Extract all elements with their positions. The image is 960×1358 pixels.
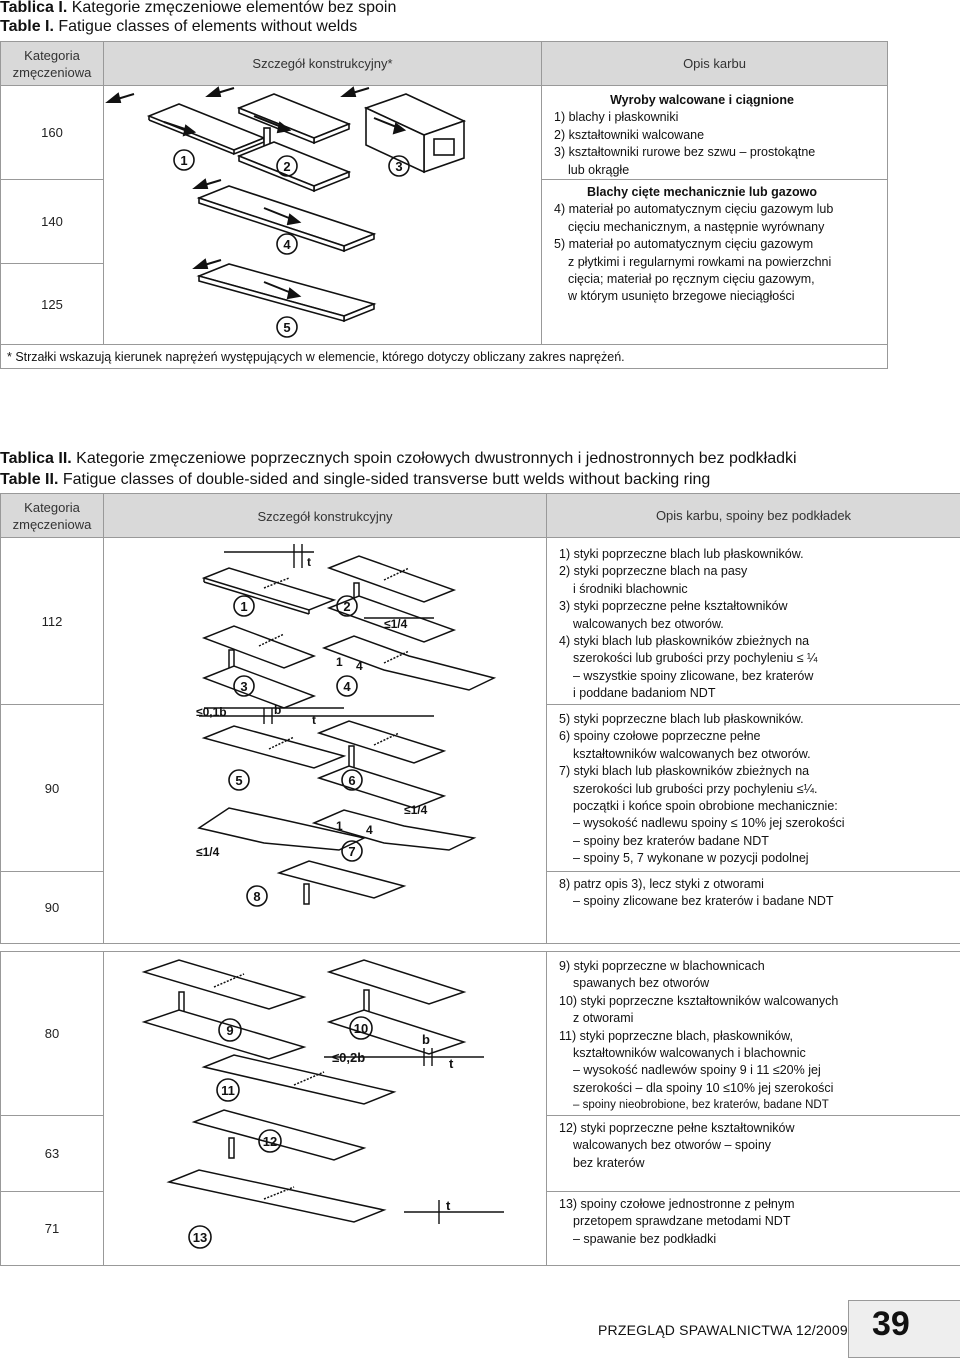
t2-label-11: 11 xyxy=(221,1083,235,1098)
t2-label-5: 5 xyxy=(235,773,242,788)
sketch-label-1: 1 xyxy=(180,153,187,168)
t2-label-13: 13 xyxy=(193,1230,207,1245)
table2-category-90a: 90 xyxy=(1,705,104,872)
table2-caption-en: Table II. Fatigue classes of double-sided and single-sided transverse butt welds without backing ring xyxy=(0,470,710,490)
t2-label-3: 3 xyxy=(240,679,247,694)
table2-category-90b: 90 xyxy=(1,872,104,944)
table2-desc-90b: 8) patrz opis 3), lecz styki z otworami – spoiny zlicowane bez kraterów i badane NDT xyxy=(547,872,960,944)
table2-desc-80: 9) styki poprzeczne w blachownicach spawanych bez otworów 10) styki poprzeczne kształtowników walcowanych z otworami 11) styki poprzeczne blach, płaskowników, kształtowników walcowanych i blachownic – wysokość nadlewów spoiny 9 i 11 ≤20% jej szerokości – dla spoiny 10 ≤10% jej szerokości – spoiny nieobrobione, bez kraterów, badane NDT xyxy=(547,952,960,1116)
table2-category-63: 63 xyxy=(1,1116,104,1192)
t2-dim-7: ≤1/4 xyxy=(404,803,428,817)
weld-ibeam-2 xyxy=(329,556,454,602)
table2-desc-112: 1) styki poprzeczne blach lub płaskowników. 2) styki poprzeczne blach na pasy i środniki blachownic 3) styki poprzeczne pełne kształtowników walcowanych bez otworów. 4) styki blach lub płaskowników zbieżnych na szerokości lub grubości przy pochyleniu ≤ ¼ – wszystkie spoiny zlicowane, bez kraterów i poddane badaniom NDT xyxy=(547,538,960,705)
table1-header-category: Kategoria zmęczeniowa xyxy=(1,42,104,86)
plate-sketch-5 xyxy=(199,264,374,321)
weld-plate-1 xyxy=(204,568,334,610)
table1-caption-en: Table I. Fatigue classes of elements without welds xyxy=(0,17,357,37)
t2-label-10: 10 xyxy=(354,1021,368,1036)
t2-dim-6: t xyxy=(312,713,316,727)
table1-category-160: 160 xyxy=(1,86,104,180)
t2-dim-13: t xyxy=(449,1056,454,1071)
t2-dim-14: t xyxy=(446,1198,451,1213)
t2-dim-4: ≤0,1b xyxy=(196,705,227,719)
table1-category-140: 140 xyxy=(1,180,104,264)
table2-sketches-upper xyxy=(104,538,545,942)
table2-category-71: 71 xyxy=(1,1192,104,1266)
t2-dim-8: ≤1/4 xyxy=(196,845,220,859)
page-number: 39 xyxy=(872,1305,910,1344)
t2-label-12: 12 xyxy=(263,1134,277,1149)
t2-label-9: 9 xyxy=(226,1023,233,1038)
table2-category-80: 80 xyxy=(1,952,104,1116)
weld-ibeam-9 xyxy=(144,960,304,1009)
t2-dim-10: 4 xyxy=(366,823,373,837)
t2-dim-9: 1 xyxy=(336,819,343,833)
t2-dim-5: b xyxy=(274,703,281,717)
weld-ibeam-10 xyxy=(329,960,464,1004)
table2-sketches-lower xyxy=(104,952,545,1262)
table1-caption-pl: Tablica I. Kategorie zmęczeniowe elementów bez spoin xyxy=(0,0,396,18)
weld-ibeam-3 xyxy=(204,626,314,668)
t2-label-6: 6 xyxy=(348,773,355,788)
table2-desc-71: 13) spoiny czołowe jednostronne z pełnym przetopem sprawdzane metodami NDT – spawanie bez podkładki xyxy=(547,1192,960,1266)
t2-dim-0: t xyxy=(307,555,311,569)
table1-header-detail: Szczegół konstrukcyjny* xyxy=(104,42,542,86)
table1-footnote: * Strzałki wskazują kierunek naprężeń występujących w elemencie, którego dotyczy obliczany zakres naprężeń. xyxy=(1,345,888,369)
sketch-label-5: 5 xyxy=(283,320,290,335)
journal-name: PRZEGLĄD SPAWALNICTWA 12/2009 xyxy=(598,1322,848,1338)
weld-plate-13 xyxy=(169,1170,384,1222)
table1-desc-block2: Blachy cięte mechanicznie lub gazowo 4) materiał po automatycznym cięciu gazowym lub cięciu mechanicznym, a następnie wyrównany 5) materiał po automatycznym cięciu gazowym z płytkimi i regularnymi rowkami na powierzchni cięcia; materiał po ręcznym cięciu gazowym, w którym usunięto brzegowe nieciągłości xyxy=(542,180,888,345)
table2-header-category: Kategoria zmęczeniowa xyxy=(1,494,104,538)
t2-label-1: 1 xyxy=(240,599,247,614)
t2-dim-3: 4 xyxy=(356,659,363,673)
table1-category-125: 125 xyxy=(1,264,104,345)
t2-label-2: 2 xyxy=(343,599,350,614)
table2-header-notch: Opis karbu, spoiny bez podkładek xyxy=(547,494,960,538)
sketch-label-4: 4 xyxy=(283,237,291,252)
sketch-label-3: 3 xyxy=(395,159,402,174)
t2-dim-1: ≤1/4 xyxy=(384,617,408,631)
table1-header-notch: Opis karbu xyxy=(542,42,888,86)
box-sketch-3 xyxy=(366,94,464,172)
weld-ibeam-8 xyxy=(279,861,404,898)
table2-caption-pl: Tablica II. Kategorie zmęczeniowe poprzecznych spoin czołowych dwustronnych i jednostronnych bez podkładki xyxy=(0,449,797,469)
t2-dim-11: ≤0,2b xyxy=(332,1050,365,1065)
t2-label-4: 4 xyxy=(343,679,351,694)
t2-label-7: 7 xyxy=(348,844,355,859)
sketch-label-2: 2 xyxy=(283,159,290,174)
t2-label-8: 8 xyxy=(253,889,260,904)
table2-category-112: 112 xyxy=(1,538,104,705)
table1-sketches xyxy=(104,86,540,342)
table2-desc-90a: 5) styki poprzeczne blach lub płaskowników. 6) spoiny czołowe poprzeczne pełne kształtowników walcowanych bez otworów. 7) styki blach lub płaskowników zbieżnych na szerokości lub grubości przy pochyleniu ≤¼. początki i końce spoin obrobione mechanicznie: – wysokość nadlewu spoiny ≤ 10% jej szerokości – spoiny bez kraterów badane NDT – spoiny 5, 7 wykonane w pozycji podolnej xyxy=(547,705,960,872)
table1-desc-block1: Wyroby walcowane i ciągnione 1) blachy i płaskowniki 2) kształtowniki walcowane 3) kształtowniki rurowe bez szwu – prostokątne lub okrągłe xyxy=(542,86,888,180)
t2-dim-2: 1 xyxy=(336,655,343,669)
t2-dim-12: b xyxy=(422,1032,430,1047)
table2-desc-63: 12) styki poprzeczne pełne kształtowników walcowanych bez otworów – spoiny bez kraterów xyxy=(547,1116,960,1192)
table2-header-detail: Szczegół konstrukcyjny xyxy=(104,494,547,538)
